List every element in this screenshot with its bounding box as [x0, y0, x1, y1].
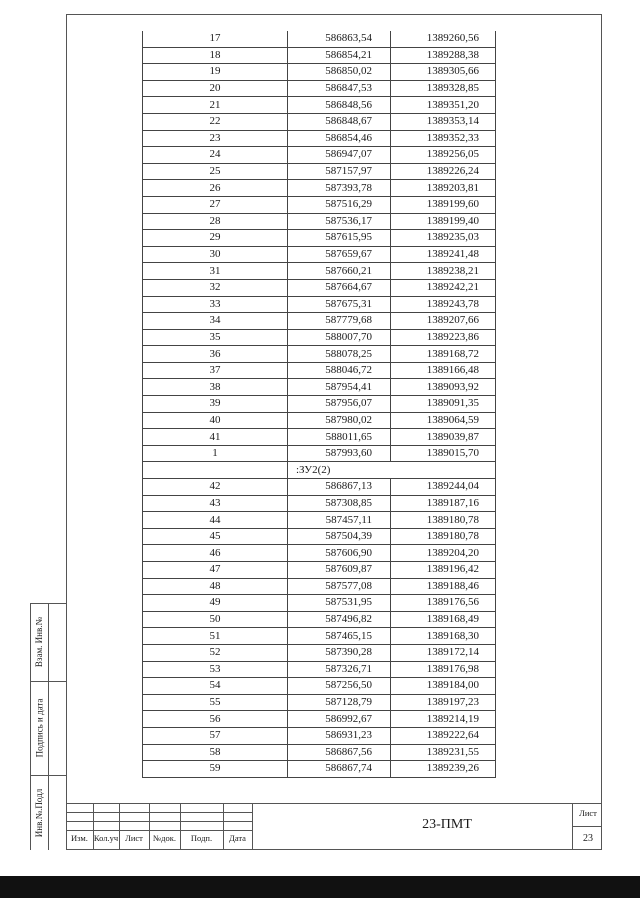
y-coordinate-cell: 1389180,78 [391, 528, 496, 545]
table-row [143, 362, 496, 379]
x-coordinate-cell: 587615,95 [288, 230, 391, 247]
table-row [143, 47, 496, 64]
y-coordinate-cell: 1389197,23 [391, 694, 496, 711]
table-row [143, 263, 496, 280]
x-coordinate-cell: 586863,54 [288, 31, 391, 47]
point-number-cell: 1 [143, 445, 288, 462]
y-coordinate-cell: 1389091,35 [391, 396, 496, 413]
y-coordinate-cell: 1389260,56 [391, 31, 496, 47]
y-coordinate-cell: 1389168,30 [391, 628, 496, 645]
table-row [143, 479, 496, 496]
table-row [143, 512, 496, 529]
table-row [143, 296, 496, 313]
x-coordinate-cell: 586854,46 [288, 130, 391, 147]
point-number-cell: 29 [143, 230, 288, 247]
x-coordinate-cell: 586854,21 [288, 47, 391, 64]
x-coordinate-cell: 587393,78 [288, 180, 391, 197]
table-row [143, 64, 496, 81]
title-block [66, 803, 602, 850]
y-coordinate-cell: 1389256,05 [391, 147, 496, 164]
point-number-cell: 47 [143, 562, 288, 579]
point-number-cell: 17 [143, 31, 288, 47]
table-row [143, 147, 496, 164]
y-coordinate-cell: 1389241,48 [391, 246, 496, 263]
x-coordinate-cell: 586848,67 [288, 113, 391, 130]
x-coordinate-cell: 586867,74 [288, 761, 391, 778]
table-row [143, 644, 496, 661]
x-coordinate-cell: 588007,70 [288, 329, 391, 346]
y-coordinate-cell: 1389238,21 [391, 263, 496, 280]
y-coordinate-cell: 1389176,98 [391, 661, 496, 678]
table-row [143, 445, 496, 462]
x-coordinate-cell: 587516,29 [288, 196, 391, 213]
table-row [143, 429, 496, 446]
table-row [143, 578, 496, 595]
table-row [143, 495, 496, 512]
y-coordinate-cell: 1389172,14 [391, 644, 496, 661]
y-coordinate-cell: 1389039,87 [391, 429, 496, 446]
point-number-cell: 49 [143, 595, 288, 612]
table-row [143, 230, 496, 247]
y-coordinate-cell: 1389352,33 [391, 130, 496, 147]
sheet-caption: Лист [579, 808, 597, 818]
point-number-cell: 37 [143, 362, 288, 379]
side-label-inv: Инв.№.Подл [34, 788, 44, 837]
x-coordinate-cell: 587675,31 [288, 296, 391, 313]
x-coordinate-cell: 586947,07 [288, 147, 391, 164]
table-row [143, 628, 496, 645]
table-row [143, 412, 496, 429]
y-coordinate-cell: 1389243,78 [391, 296, 496, 313]
table-row [143, 562, 496, 579]
x-coordinate-cell: 587606,90 [288, 545, 391, 562]
table-row [143, 396, 496, 413]
y-coordinate-cell: 1389244,04 [391, 479, 496, 496]
side-label-vzam: Взам. Инв.№ [34, 616, 44, 668]
x-coordinate-cell: 587256,50 [288, 678, 391, 695]
stamp-label-podp: Подп. [190, 833, 213, 843]
point-number-cell: 36 [143, 346, 288, 363]
y-coordinate-cell: 1389166,48 [391, 362, 496, 379]
x-coordinate-cell: 587157,97 [288, 163, 391, 180]
x-coordinate-cell: 587993,60 [288, 445, 391, 462]
y-coordinate-cell: 1389168,72 [391, 346, 496, 363]
x-coordinate-cell: 587980,02 [288, 412, 391, 429]
table-row [143, 31, 496, 47]
stamp-label-izm: Изм. [71, 833, 88, 843]
x-coordinate-cell: 586867,56 [288, 744, 391, 761]
table-row [143, 545, 496, 562]
point-number-cell: 48 [143, 578, 288, 595]
point-number-cell: 41 [143, 429, 288, 446]
table-row [143, 97, 496, 114]
point-number-cell: 38 [143, 379, 288, 396]
x-coordinate-cell: 587664,67 [288, 279, 391, 296]
section-empty-cell [143, 462, 288, 479]
table-row [143, 661, 496, 678]
stamp-label-ndok: №док. [153, 833, 176, 843]
x-coordinate-cell: 587531,95 [288, 595, 391, 612]
x-coordinate-cell: 588046,72 [288, 362, 391, 379]
x-coordinate-cell: 587660,21 [288, 263, 391, 280]
point-number-cell: 22 [143, 113, 288, 130]
point-number-cell: 25 [143, 163, 288, 180]
point-number-cell: 54 [143, 678, 288, 695]
x-coordinate-cell: 587779,68 [288, 313, 391, 330]
y-coordinate-cell: 1389207,66 [391, 313, 496, 330]
point-number-cell: 55 [143, 694, 288, 711]
x-coordinate-cell: 587536,17 [288, 213, 391, 230]
sheet-number: 23 [583, 833, 593, 844]
y-coordinate-cell: 1389015,70 [391, 445, 496, 462]
x-coordinate-cell: 587128,79 [288, 694, 391, 711]
point-number-cell: 32 [143, 279, 288, 296]
table-row [143, 279, 496, 296]
y-coordinate-cell: 1389239,26 [391, 761, 496, 778]
point-number-cell: 27 [143, 196, 288, 213]
y-coordinate-cell: 1389184,00 [391, 678, 496, 695]
point-number-cell: 42 [143, 479, 288, 496]
point-number-cell: 57 [143, 727, 288, 744]
stamp-label-data: Дата [229, 833, 246, 843]
y-coordinate-cell: 1389222,64 [391, 727, 496, 744]
table-row [143, 711, 496, 728]
x-coordinate-cell: 587504,39 [288, 528, 391, 545]
x-coordinate-cell: 587390,28 [288, 644, 391, 661]
table-row [143, 346, 496, 363]
side-label-podpis: Подпись и дата [34, 698, 44, 758]
y-coordinate-cell: 1389187,16 [391, 495, 496, 512]
point-number-cell: 52 [143, 644, 288, 661]
table-row [143, 611, 496, 628]
point-number-cell: 58 [143, 744, 288, 761]
x-coordinate-cell: 587496,82 [288, 611, 391, 628]
point-number-cell: 18 [143, 47, 288, 64]
table-row [143, 246, 496, 263]
y-coordinate-cell: 1389093,92 [391, 379, 496, 396]
x-coordinate-cell: 587308,85 [288, 495, 391, 512]
point-number-cell: 34 [143, 313, 288, 330]
y-coordinate-cell: 1389353,14 [391, 113, 496, 130]
x-coordinate-cell: 586847,53 [288, 80, 391, 97]
x-coordinate-cell: 586850,02 [288, 64, 391, 81]
y-coordinate-cell: 1389176,56 [391, 595, 496, 612]
x-coordinate-cell: 587326,71 [288, 661, 391, 678]
y-coordinate-cell: 1389328,85 [391, 80, 496, 97]
y-coordinate-cell: 1389305,66 [391, 64, 496, 81]
point-number-cell: 23 [143, 130, 288, 147]
table-row [143, 196, 496, 213]
table-row [143, 329, 496, 346]
point-number-cell: 51 [143, 628, 288, 645]
y-coordinate-cell: 1389223,86 [391, 329, 496, 346]
y-coordinate-cell: 1389242,21 [391, 279, 496, 296]
point-number-cell: 45 [143, 528, 288, 545]
section-label: :ЗУ2(2) [288, 462, 496, 479]
table-row [143, 694, 496, 711]
point-number-cell: 56 [143, 711, 288, 728]
x-coordinate-cell: 587465,15 [288, 628, 391, 645]
point-number-cell: 40 [143, 412, 288, 429]
y-coordinate-cell: 1389180,78 [391, 512, 496, 529]
x-coordinate-cell: 586848,56 [288, 97, 391, 114]
point-number-cell: 33 [143, 296, 288, 313]
y-coordinate-cell: 1389203,81 [391, 180, 496, 197]
x-coordinate-cell: 587577,08 [288, 578, 391, 595]
y-coordinate-cell: 1389196,42 [391, 562, 496, 579]
y-coordinate-cell: 1389231,55 [391, 744, 496, 761]
point-number-cell: 53 [143, 661, 288, 678]
document-code: 23-ПМТ [422, 817, 472, 832]
point-number-cell: 50 [143, 611, 288, 628]
x-coordinate-cell: 588078,25 [288, 346, 391, 363]
y-coordinate-cell: 1389199,40 [391, 213, 496, 230]
table-row [143, 595, 496, 612]
point-number-cell: 24 [143, 147, 288, 164]
table-row [143, 678, 496, 695]
x-coordinate-cell: 588011,65 [288, 429, 391, 446]
table-row [143, 727, 496, 744]
table-row [143, 180, 496, 197]
table-row [143, 80, 496, 97]
table-row [143, 163, 496, 180]
x-coordinate-cell: 587956,07 [288, 396, 391, 413]
coordinate-table [142, 31, 496, 778]
point-number-cell: 30 [143, 246, 288, 263]
point-number-cell: 21 [143, 97, 288, 114]
stamp-label-kol: Кол.уч [93, 833, 119, 843]
point-number-cell: 19 [143, 64, 288, 81]
y-coordinate-cell: 1389064,59 [391, 412, 496, 429]
x-coordinate-cell: 587659,67 [288, 246, 391, 263]
point-number-cell: 46 [143, 545, 288, 562]
y-coordinate-cell: 1389204,20 [391, 545, 496, 562]
x-coordinate-cell: 587609,87 [288, 562, 391, 579]
table-row [143, 379, 496, 396]
table-row [143, 744, 496, 761]
table-row [143, 761, 496, 778]
point-number-cell: 26 [143, 180, 288, 197]
table-row [143, 113, 496, 130]
stamp-label-list: Лист [125, 833, 143, 843]
point-number-cell: 59 [143, 761, 288, 778]
point-number-cell: 44 [143, 512, 288, 529]
x-coordinate-cell: 587954,41 [288, 379, 391, 396]
table-row [143, 313, 496, 330]
y-coordinate-cell: 1389168,49 [391, 611, 496, 628]
point-number-cell: 31 [143, 263, 288, 280]
table-row [143, 528, 496, 545]
section-row [143, 462, 496, 479]
table-row [143, 130, 496, 147]
point-number-cell: 39 [143, 396, 288, 413]
x-coordinate-cell: 587457,11 [288, 512, 391, 529]
y-coordinate-cell: 1389214,19 [391, 711, 496, 728]
point-number-cell: 20 [143, 80, 288, 97]
y-coordinate-cell: 1389288,38 [391, 47, 496, 64]
x-coordinate-cell: 586931,23 [288, 727, 391, 744]
coordinate-table-body [143, 31, 496, 777]
table-row [143, 213, 496, 230]
x-coordinate-cell: 586992,67 [288, 711, 391, 728]
y-coordinate-cell: 1389226,24 [391, 163, 496, 180]
point-number-cell: 43 [143, 495, 288, 512]
x-coordinate-cell: 586867,13 [288, 479, 391, 496]
point-number-cell: 28 [143, 213, 288, 230]
scan-bottom-bar [0, 876, 640, 898]
point-number-cell: 35 [143, 329, 288, 346]
y-coordinate-cell: 1389235,03 [391, 230, 496, 247]
y-coordinate-cell: 1389351,20 [391, 97, 496, 114]
y-coordinate-cell: 1389199,60 [391, 196, 496, 213]
y-coordinate-cell: 1389188,46 [391, 578, 496, 595]
